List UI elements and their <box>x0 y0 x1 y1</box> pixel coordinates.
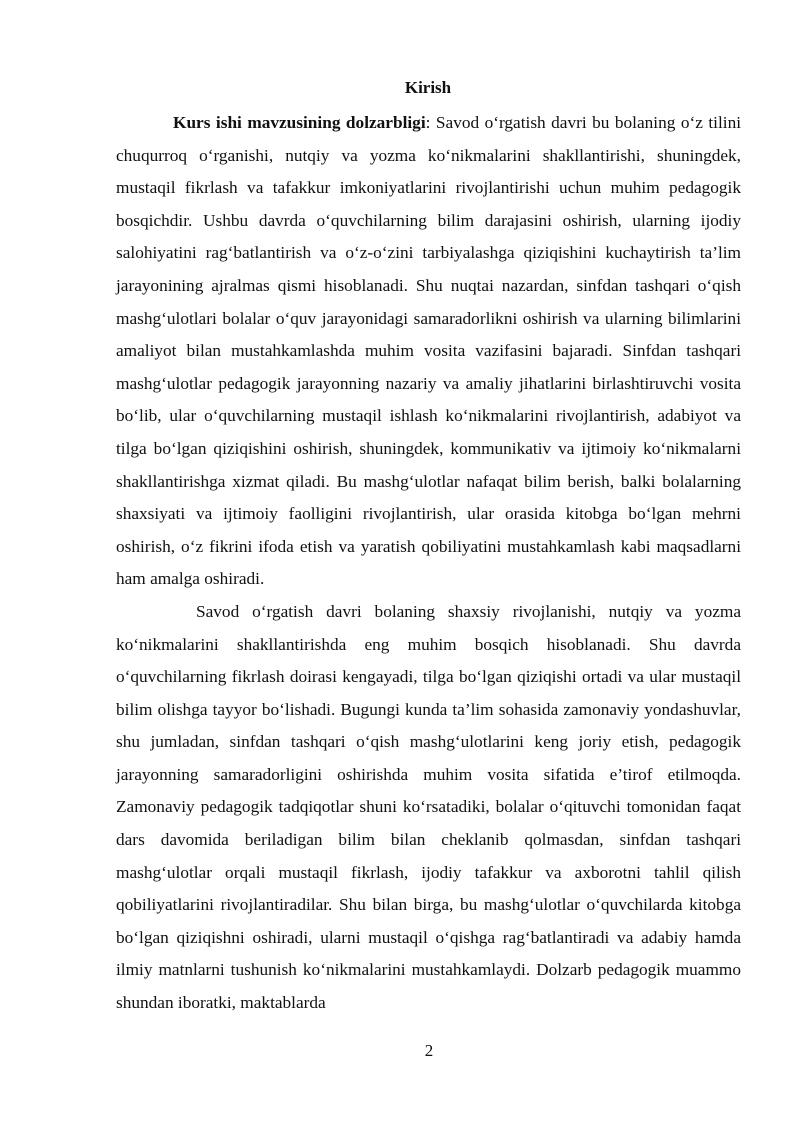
paragraph-text: : Savod oʻrgatish davri bu bolaning oʻz tilini chuqurroq oʻrganishi, nutqiy va yozma koʻnikmalarini shakllantirishi, shuningdek, mustaqil fikrlash va tafakkur imkoniyatlarini rivojlantirishi uchun muhim pedagogik bosqichdir. Ushbu davrda oʻquvchilarning bilim darajasini oshirish, ularning ijodiy salohiyatini ragʻbatlantirish va oʻz-oʻzini tarbiyalashga qiziqishini kuchaytirish ta’lim jarayonining ajralmas qismi hisoblanadi. Shu nuqtai nazardan, sinfdan tashqari oʻqish mashgʻulotlari bolalar oʻquv jarayonidagi samaradorlikni oshirish va ularning bilimlarini amaliyot bilan mustahkamlashda muhim vosita vazifasini bajaradi. Sinfdan tashqari mashgʻulotlar pedagogik jarayonning nazariy va amaliy jihatlarini birlashtiruvchi vosita boʻlib, ular oʻquvchilarning mustaqil ishlash koʻnikmalarini rivojlantirish, adabiyot va tilga boʻlgan qiziqishini oshirish, shuningdek, kommunikativ va ijtimoiy koʻnikmalarni shakllantirishga xizmat qiladi. Bu mashgʻulotlar nafaqat bilim berish, balki bolalarning shaxsiyati va ijtimoiy faolligini rivojlantirish, ular orasida kitobga boʻlgan mehrni oshirish, oʻz fikrini ifoda etish va yaratish qobiliyatini mustahkamlash kabi maqsadlarni ham amalga oshiradi. <box>116 113 742 589</box>
page-number: 2 <box>424 1041 434 1060</box>
document-body <box>116 107 741 1020</box>
page-title: Kirish <box>404 78 452 97</box>
paragraph-text: Savod oʻrgatish davri bolaning shaxsiy rivojlanishi, nutqiy va yozma koʻnikmalarini shakllantirishda eng muhim bosqich hisoblanadi. Shu davrda oʻquvchilarning fikrlash doirasi kengayadi, tilga boʻlgan qiziqishi ortadi va ular mustaqil bilim olishga tayyor boʻlishadi. Bugungi kunda ta’lim sohasida zamonaviy yondashuvlar, shu jumladan, sinfdan tashqari oʻqish mashgʻulotlarini keng joriy etish, pedagogik jarayonning samaradorligini oshirishda muhim vosita sifatida e’tirof etilmoqda. Zamonaviy pedagogik tadqiqotlar shuni koʻrsatadiki, bolalar oʻqituvchi tomonidan faqat dars davomida beriladigan bilim bilan cheklanib qolmasdan, sinfdan tashqari mashgʻulotlar orqali mustaqil fikrlash, ijodiy tafakkur va axborotni tahlil qilish qobiliyatlarini rivojlantiradilar. Shu bilan birga, bu mashgʻulotlar oʻquvchilarda kitobga boʻlgan qiziqishni oshiradi, ularni mustaqil oʻqishga ragʻbatlantiradi va adabiy hamda ilmiy matnlarni tushunish koʻnikmalarini mustahkamlaydi. Dolzarb pedagogik muammo shundan iboratki, maktablarda <box>116 601 741 1013</box>
paragraph-relevance <box>116 107 741 596</box>
paragraph-lead-heading: Kurs ishi mavzusining dolzarbligi <box>173 113 426 132</box>
paragraph-literacy-period <box>116 596 741 1020</box>
